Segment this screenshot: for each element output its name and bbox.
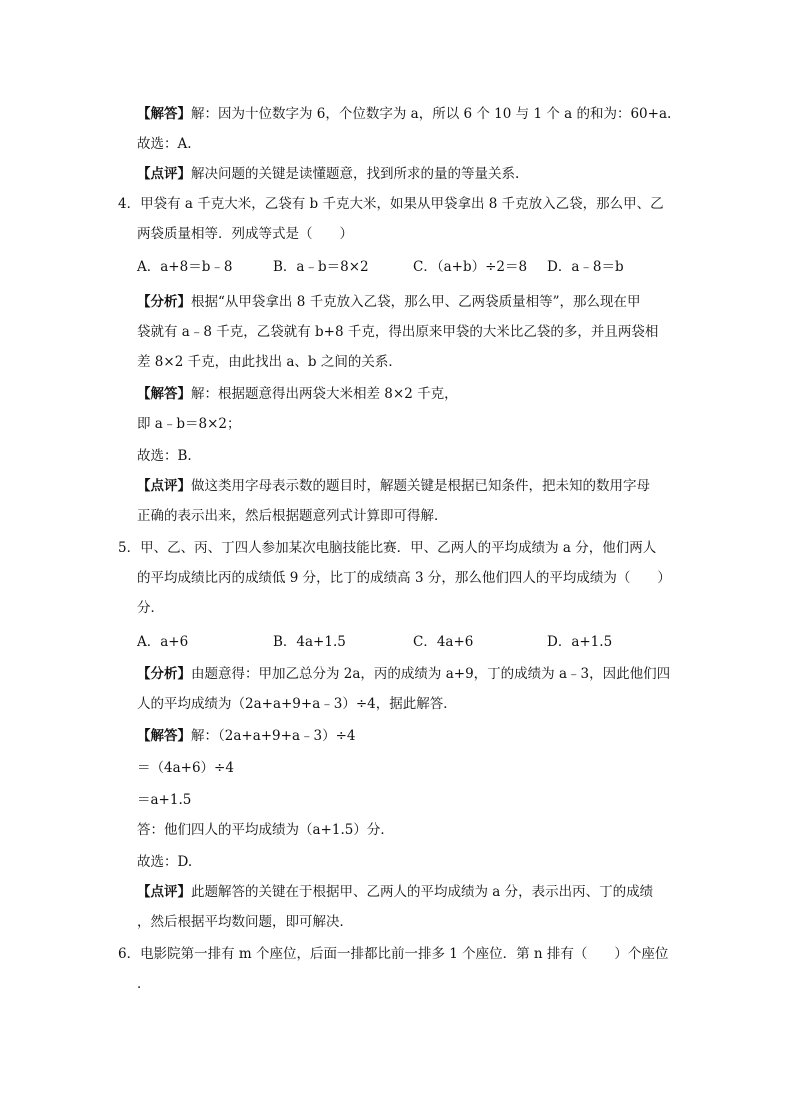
analysis-text: 人的平均成绩为（2a+a+9+a﹣3）÷4，据此解答．	[137, 696, 457, 712]
option-b: B．a﹣b＝8×2	[273, 259, 369, 275]
answer-text: 即 a﹣b＝8×2；	[137, 416, 241, 432]
answer-line-q5-2	[137, 758, 234, 778]
question-text: 的平均成绩比丙的成绩低 9 分，比丁的成绩高 3 分，那么他们四人的平均成绩为（ ）	[137, 570, 671, 586]
comment-text: 正确的表示出来，然后根据题意列式计算即可得解．	[137, 508, 448, 524]
choice-line-q4	[137, 446, 192, 466]
analysis-line-q5-1	[137, 664, 670, 684]
choice-text: 故选：A.	[137, 136, 192, 152]
option-a: A．a+6	[137, 634, 189, 650]
comment-line-q3	[137, 164, 519, 184]
comment-text: 此题解答的关键在于根据甲、乙两人的平均成绩为 a 分，表示出丙、丁的成绩	[191, 884, 654, 900]
comment-text: ，然后根据平均数问题，即可解决．	[137, 914, 353, 930]
choice-line-q5	[137, 852, 192, 872]
answer-text: 解：因为十位数字为 6，个位数字为 a，所以 6 个 10 与 1 个 a 的和为：60+a.	[191, 106, 672, 122]
choice-text: 故选：D.	[137, 854, 193, 870]
question-6-line-2	[137, 974, 151, 994]
comment-tag: 【点评】	[137, 884, 191, 900]
question-6-line-1	[118, 944, 668, 964]
option-a: A．a+8＝b﹣8	[137, 259, 233, 275]
answer-line-q3	[137, 104, 671, 124]
analysis-tag: 【分析】	[137, 666, 191, 682]
question-text: ．	[137, 976, 151, 992]
question-4-line-1	[118, 194, 664, 214]
question-4-line-2	[137, 224, 353, 244]
answer-line-q4-2	[137, 414, 240, 434]
answer-line-q5-3	[137, 790, 191, 810]
answer-tag: 【解答】	[137, 728, 191, 744]
question-5-line-3	[137, 598, 164, 618]
answer-tag: 【解答】	[137, 106, 191, 122]
answer-line-q5-1	[137, 726, 356, 746]
analysis-line-3	[137, 352, 402, 372]
question-text: 两袋质量相等．列成等式是（ ）	[137, 226, 353, 242]
answer-text: 答：他们四人的平均成绩为（a+1.5）分．	[137, 822, 394, 838]
comment-line-q4-2	[137, 506, 448, 526]
option-c: C．4a+6	[413, 634, 474, 650]
question-text: 4．甲袋有 a 千克大米，乙袋有 b 千克大米，如果从甲袋拿出 8 千克放入乙袋，那么甲、乙	[118, 196, 664, 212]
answer-line-q5-4	[137, 820, 394, 840]
answer-text: ＝a+1.5	[137, 792, 192, 808]
question-5-line-1	[118, 538, 656, 558]
analysis-tag: 【分析】	[137, 294, 191, 310]
comment-line-q5-1	[137, 882, 653, 902]
analysis-text: 差 8×2 千克，由此找出 a、b 之间的关系．	[137, 354, 402, 370]
option-d: D．a+1.5	[547, 634, 613, 650]
answer-text: ＝（4a+6）÷4	[137, 760, 234, 776]
analysis-line-2	[137, 322, 658, 342]
question-text: 6．电影院第一排有 m 个座位，后面一排都比前一排多 1 个座位．第 n 排有（ ）个座位	[118, 946, 669, 962]
option-d: D．a﹣8＝b	[547, 259, 624, 275]
question-text: 分．	[137, 600, 164, 616]
answer-text: 解：根据题意得出两袋大米相差 8×2 千克，	[191, 386, 458, 402]
question-5-line-2	[137, 568, 671, 588]
comment-line-q4-1	[137, 476, 650, 496]
comment-line-q5-2	[137, 912, 353, 932]
comment-tag: 【点评】	[137, 166, 191, 182]
comment-text: 做这类用字母表示数的题目时，解题关键是根据已知条件，把未知的数用字母	[191, 478, 650, 494]
comment-tag: 【点评】	[137, 478, 191, 494]
analysis-line-q5-2	[137, 694, 457, 714]
option-c: C．（a+b）÷2＝8	[413, 259, 528, 275]
question-text: 5．甲、乙、丙、丁四人参加某次电脑技能比赛．甲、乙两人的平均成绩为 a 分，他们两人	[118, 540, 657, 556]
analysis-text: 由题意得：甲加乙总分为 2a，丙的成绩为 a+9，丁的成绩为 a﹣3，因此他们四	[191, 666, 671, 682]
analysis-text: 根据“从甲袋拿出 8 千克放入乙袋，那么甲、乙两袋质量相等”，那么现在甲	[191, 294, 641, 310]
choice-line-q3	[137, 134, 192, 154]
comment-text: 解决问题的关键是读懂题意，找到所求的量的等量关系.	[191, 166, 520, 182]
analysis-line-1	[137, 292, 640, 312]
answer-tag: 【解答】	[137, 386, 191, 402]
choice-text: 故选：B.	[137, 448, 192, 464]
option-b: B．4a+1.5	[273, 634, 346, 650]
answer-line-q4	[137, 384, 458, 404]
analysis-text: 袋就有 a﹣8 千克，乙袋就有 b+8 千克，得出原来甲袋的大米比乙袋的多，并且两袋相	[137, 324, 659, 340]
answer-text: 解：（2a+a+9+a﹣3）÷4	[191, 728, 356, 744]
